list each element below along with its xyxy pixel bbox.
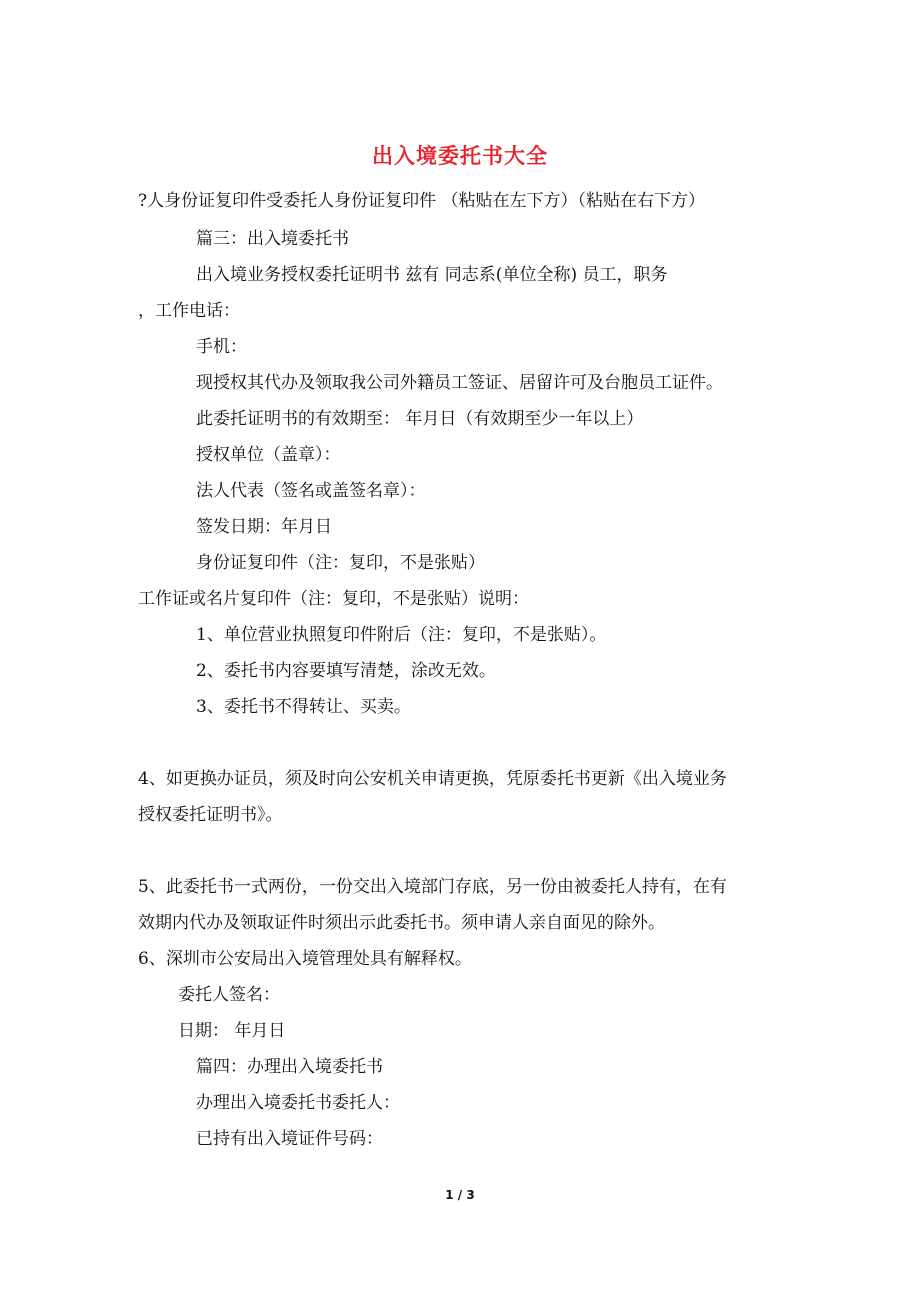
list-item: 6、深圳市公安局出入境管理处具有解释权。 [138,949,472,969]
paragraph-line: 已持有出入境证件号码： [196,1129,383,1149]
section-heading: 篇四：办理出入境委托书 [196,1057,383,1077]
paragraph-line: 身份证复印件（注：复印，不是张贴） [196,553,485,573]
list-item: 4、如更换办证员，须及时向公安机关申请更换，凭原委托书更新《出入境业务 [138,769,727,789]
paragraph-line: 办理出入境委托书委托人： [196,1093,400,1113]
paragraph-line: 手机： [196,337,247,357]
paragraph-line: 授权单位（盖章）： [196,445,341,465]
paragraph-line: 工作证或名片复印件（注：复印，不是张贴）说明： [138,589,529,609]
paragraph-line: 出入境业务授权委托证明书 兹有 同志系(单位全称) 员工，职务 [196,265,668,285]
date-line: 日期： 年月日 [178,1021,286,1041]
paragraph-line: 现授权其代办及领取我公司外籍员工签证、居留许可及台胞员工证件。 [196,373,723,393]
paragraph-line: 效期内代办及领取证件时须出示此委托书。须申请人亲自面见的除外。 [138,913,665,933]
document-title: 出入境委托书大全 [372,144,548,168]
list-item: 5、此委托书一式两份，一份交出入境部门存底，另一份由被委托人持有，在有 [138,877,727,897]
list-item: 1、单位营业执照复印件附后（注：复印，不是张贴）。 [196,625,607,645]
paragraph-line: 此委托证明书的有效期至： 年月日（有效期至少一年以上） [196,409,644,429]
signature-line: 委托人签名： [178,985,280,1005]
page-number: 1 / 3 [445,1188,475,1202]
paragraph-line: ，工作电话： [138,301,240,321]
paragraph-line: 签发日期：年月日 [196,517,332,537]
list-item: 3、委托书不得转让、买卖。 [196,697,411,717]
section-heading: 篇三：出入境委托书 [196,229,349,249]
list-item: 2、委托书内容要填写清楚，涂改无效。 [196,661,496,681]
paragraph-line: ?人身份证复印件受委托人身份证复印件 （粘贴在左下方）（粘贴在右下方） [138,191,706,211]
paragraph-line: 授权委托证明书》。 [138,805,283,825]
paragraph-line: 法人代表（签名或盖签名章）： [196,481,426,501]
